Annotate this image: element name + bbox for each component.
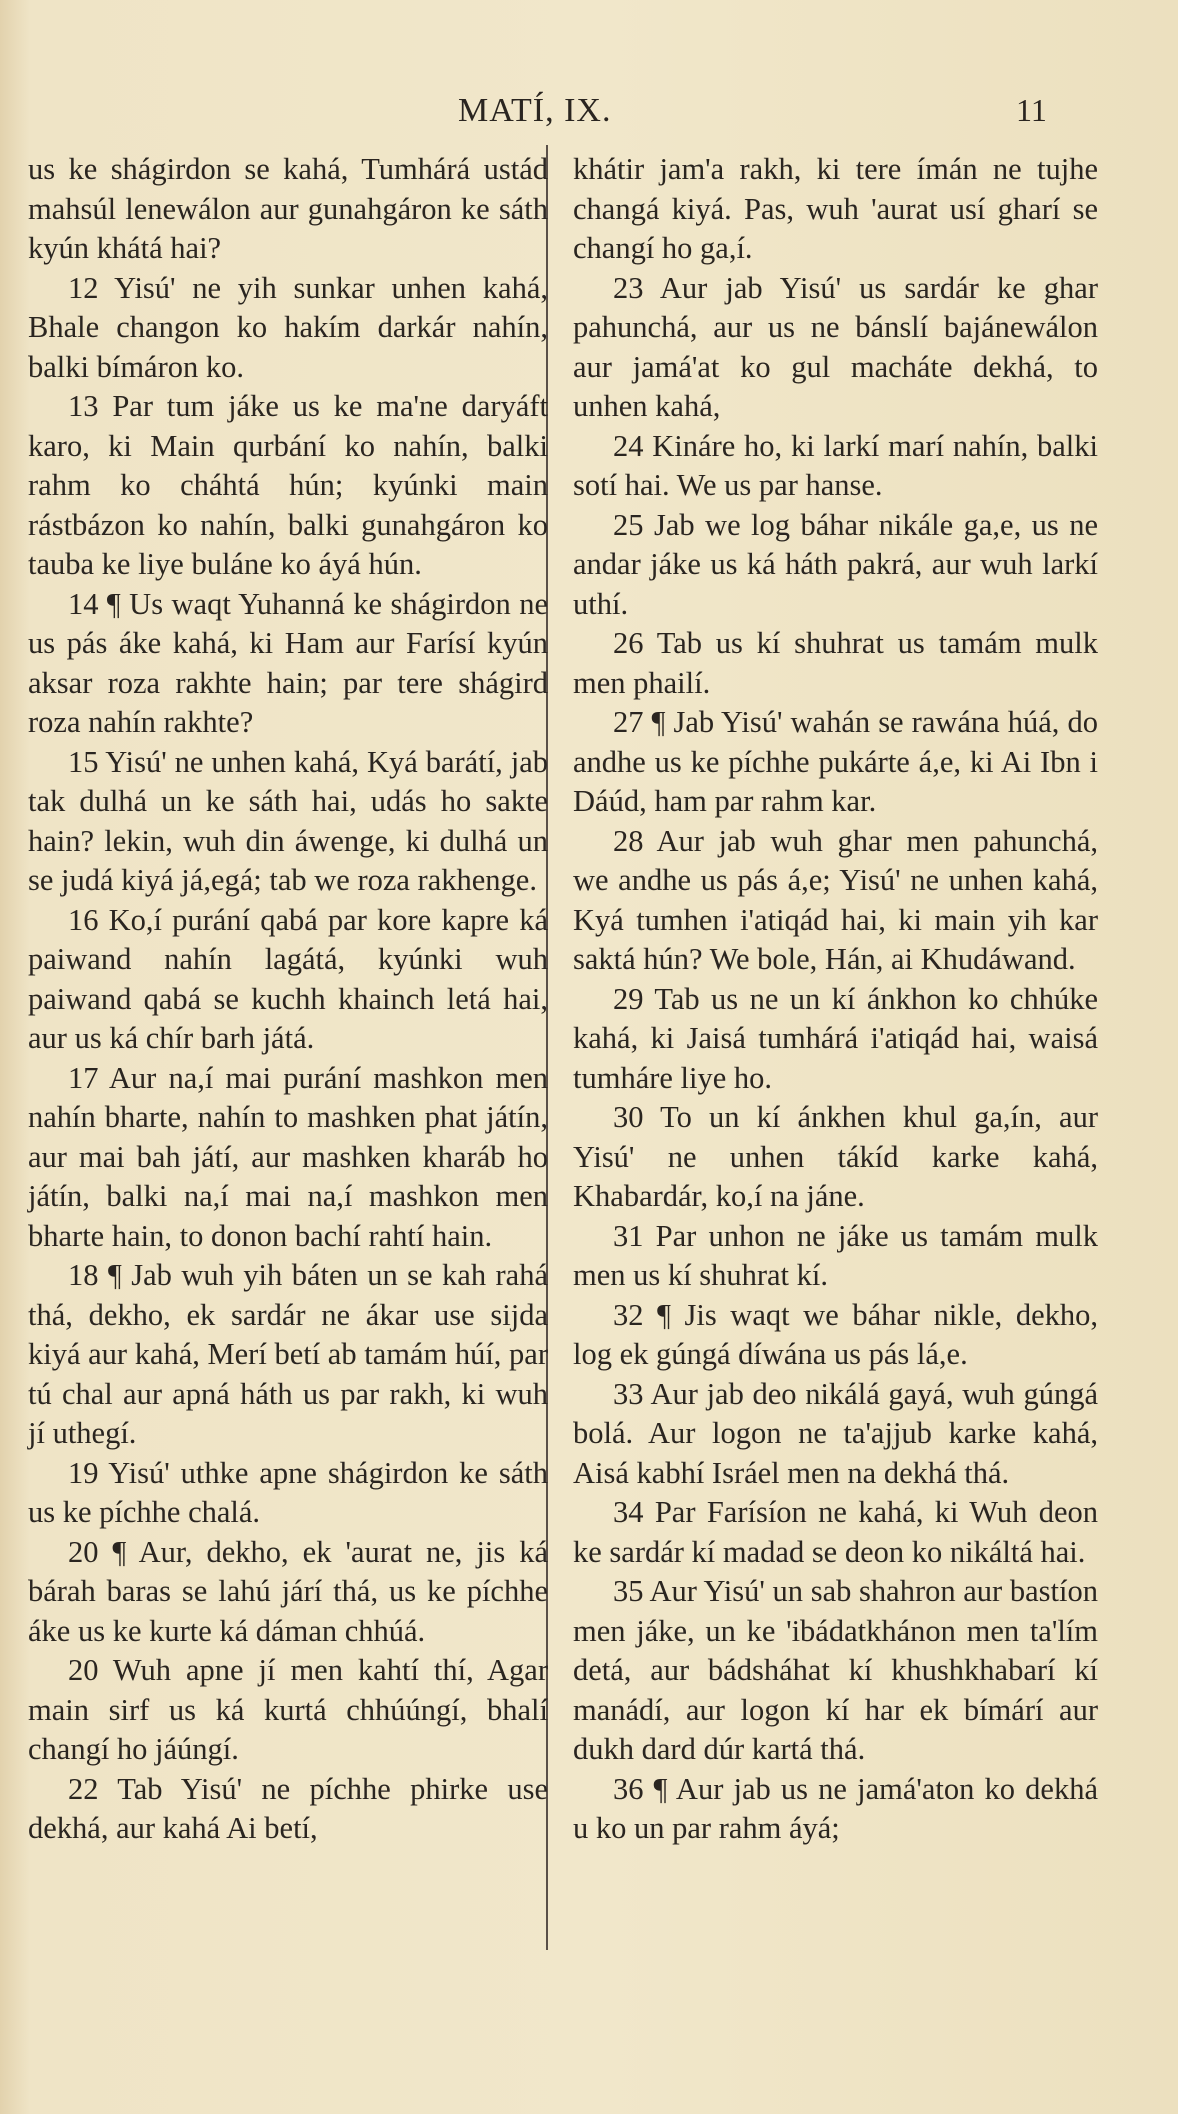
verse-paragraph: 30 To un kí ánkhen khul ga,ín, aur Yisú' ne unhen tákíd karke kahá, Khabardár, ko,í na jáne. bbox=[573, 1100, 1098, 1213]
right-column bbox=[573, 150, 1098, 1849]
verse-paragraph: 14 ¶ Us waqt Yuhanná ke shágirdon ne us pás áke kahá, ki Ham aur Farísí kyún aksar roza rakhte hain; par tere shágird roza nahín rakhte? bbox=[28, 586, 548, 739]
verse-paragraph: 22 Tab Yisú' ne píchhe phirke use dekhá, aur kahá Ai betí, bbox=[28, 1771, 548, 1845]
verse-paragraph: 20 Wuh apne jí men kahtí thí, Agar main sirf us ká kurtá chhúúngí, bhalí changí ho jáúngí. bbox=[28, 1653, 548, 1766]
verse-paragraph: 19 Yisú' uthke apne shágirdon ke sáth us ke píchhe chalá. bbox=[28, 1455, 548, 1529]
verse-paragraph: 27 ¶ Jab Yisú' wahán se rawána húá, do andhe us ke píchhe pukárte á,e, ki Ai Ibn i Dáúd, ham par rahm kar. bbox=[573, 705, 1098, 818]
verse-paragraph: 28 Aur jab wuh ghar men pahunchá, we andhe us pás á,e; Yisú' ne unhen kahá, Kyá tumhen i'atiqád hai, ki main yih kar saktá hún? We bole, Hán, ai Khudáwand. bbox=[573, 823, 1098, 976]
verse-paragraph: 36 ¶ Aur jab us ne jamá'aton ko dekhá u ko un par rahm áyá; bbox=[573, 1771, 1098, 1845]
verse-paragraph: 20 ¶ Aur, dekho, ek 'aurat ne, jis ká bárah baras se lahú járí thá, us ke píchhe áke us ke kurte ká dáman chhúá. bbox=[28, 1534, 548, 1648]
verse-paragraph: 24 Kináre ho, ki larkí marí nahín, balki sotí hai. We us par hanse. bbox=[573, 428, 1098, 502]
verse-paragraph: 32 ¶ Jis waqt we báhar nikle, dekho, log ek gúngá díwána us pás lá,e. bbox=[573, 1297, 1098, 1371]
running-head: MATÍ, IX. bbox=[458, 92, 612, 129]
verse-paragraph: 18 ¶ Jab wuh yih báten un se kah rahá thá, dekho, ek sardár ne ákar use sijda kiyá aur kahá, Merí betí ab tamám húí, par tú chal aur apná háth us par rakh, ki wuh jí uthegí. bbox=[28, 1258, 549, 1450]
page-number: 11 bbox=[1016, 92, 1047, 128]
verse-paragraph: 29 Tab us ne un kí ánkhon ko chhúke kahá, ki Jaisá tumhárá i'atiqád hai, waisá tumháre liye ho. bbox=[573, 981, 1098, 1095]
verse-paragraph: us ke shágirdon se kahá, Tumhárá ustád mahsúl lenewálon aur gunahgáron ke sáth kyún khátá hai? bbox=[28, 152, 548, 265]
page-header bbox=[0, 92, 1178, 142]
left-column bbox=[28, 150, 548, 1849]
verse-paragraph: khátir jam'a rakh, ki tere ímán ne tujhe changá kiyá. Pas, wuh 'aurat usí gharí se changí ho ga,í. bbox=[573, 152, 1098, 265]
verse-paragraph: 33 Aur jab deo nikálá gayá, wuh gúngá bolá. Aur logon ne ta'ajjub karke kahá, Aisá kabhí Isráel men na dekhá thá. bbox=[573, 1376, 1098, 1490]
verse-paragraph: 35 Aur Yisú' un sab shahron aur bastíon men jáke, un ke 'ibádatkhánon men ta'lím detá, aur bádsháhat kí khushkhabarí kí manádí, aur logon kí har ek bímárí aur dukh dard dúr kartá thá. bbox=[573, 1574, 1098, 1766]
verse-paragraph: 15 Yisú' ne unhen kahá, Kyá barátí, jab tak dulhá un ke sáth hai, udás ho sakte hain? lekin, wuh din áwenge, ki dulhá un se judá kiyá já,egá; tab we roza rakhenge. bbox=[28, 744, 548, 897]
verse-paragraph: 31 Par unhon ne jáke us tamám mulk men us kí shuhrat kí. bbox=[573, 1218, 1098, 1292]
verse-paragraph: 23 Aur jab Yisú' us sardár ke ghar pahunchá, aur us ne bánslí bajánewálon aur jamá'at ko gul macháte dekhá, to unhen kahá, bbox=[573, 270, 1098, 423]
verse-paragraph: 17 Aur na,í mai purání mashkon men nahín bharte, nahín to mashken phat játín, aur mai bah játí, aur mashken kharáb ho játín, balki na,í mai na,í mashkon men bharte hain, to donon bachí rahtí hain. bbox=[28, 1060, 548, 1253]
verse-paragraph: 26 Tab us kí shuhrat us tamám mulk men phailí. bbox=[573, 626, 1098, 700]
verse-paragraph: 25 Jab we log báhar nikále ga,e, us ne andar jáke us ká háth pakrá, aur wuh larkí uthí. bbox=[573, 507, 1098, 621]
verse-paragraph: 34 Par Farísíon ne kahá, ki Wuh deon ke sardár kí madad se deon ko nikáltá hai. bbox=[573, 1495, 1098, 1569]
verse-paragraph: 13 Par tum jáke us ke ma'ne daryáft karo, ki Main qurbání ko nahín, balki rahm ko cháhtá hún; kyúnki main rástbázon ko nahín, balki gunahgáron ko tauba ke liye buláne ko áyá hún. bbox=[28, 389, 548, 581]
verse-paragraph: 16 Ko,í purání qabá par kore kapre ká paiwand nahín lagátá, kyúnki wuh paiwand qabá se kuchh khainch letá hai, aur us ká chír barh játá. bbox=[28, 902, 548, 1055]
verse-paragraph: 12 Yisú' ne yih sunkar unhen kahá, Bhale changon ko hakím darkár nahín, balki bímáron ko. bbox=[28, 270, 548, 384]
